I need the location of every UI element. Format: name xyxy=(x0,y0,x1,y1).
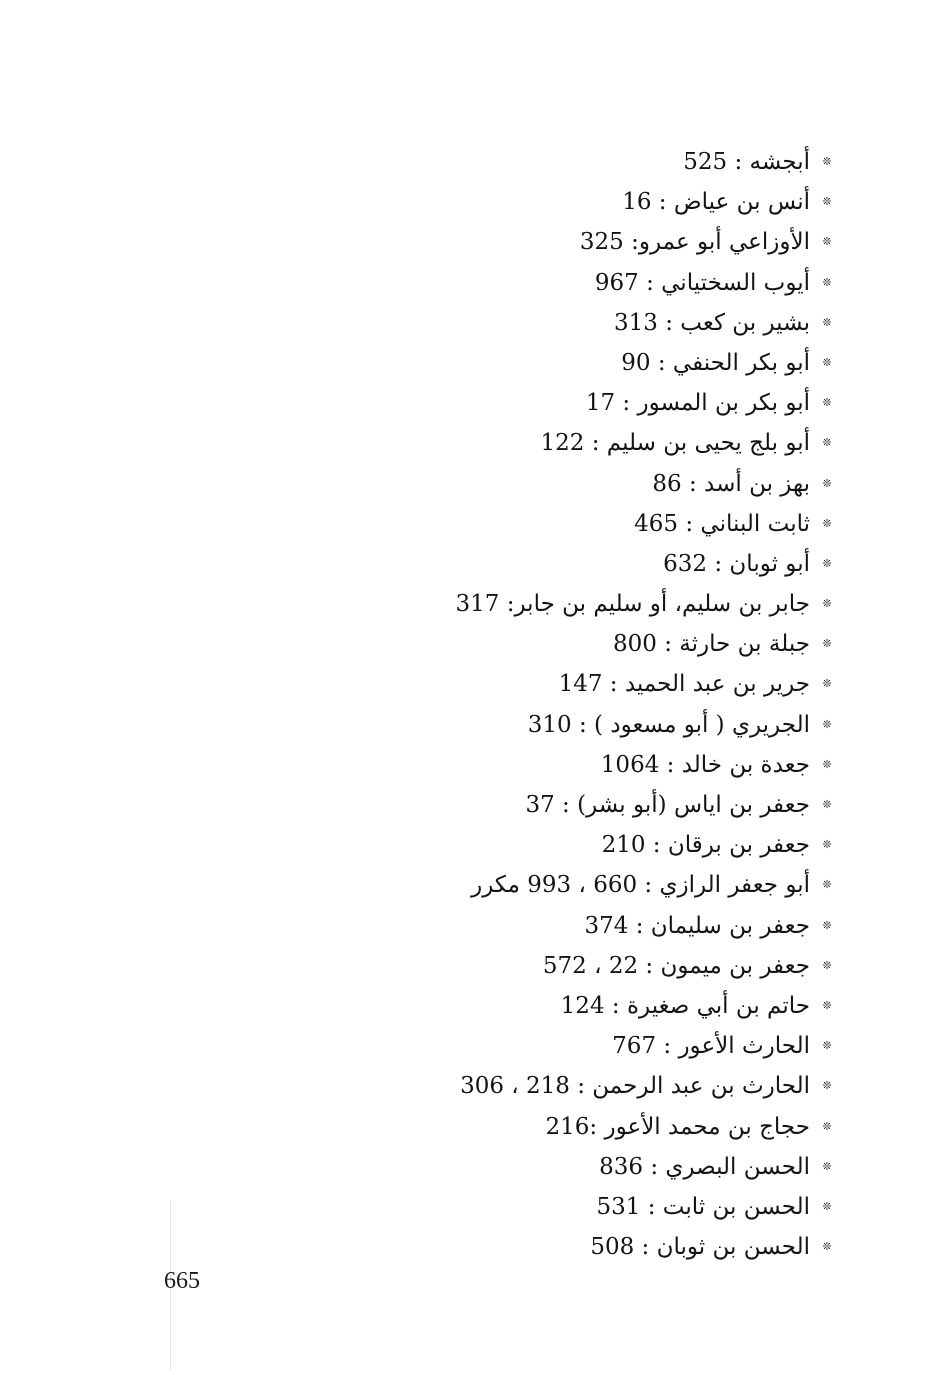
bullet-icon: ❊ xyxy=(822,1119,832,1133)
bullet-icon: ❊ xyxy=(822,476,832,490)
index-entry xyxy=(318,423,838,463)
bullet-icon: ❊ xyxy=(822,396,832,410)
index-entry-text: حجاج بن محمد الأعور :216 xyxy=(545,1113,810,1140)
bullet-icon: ❊ xyxy=(822,637,832,651)
index-entry xyxy=(318,1066,838,1106)
index-entry-text: جابر بن سليم، أو سليم بن جابر: 317 xyxy=(455,591,810,618)
index-entry-text: جعفر بن اياس (أبو بشر) : 37 xyxy=(525,792,810,818)
index-entry xyxy=(318,263,838,303)
bullet-icon: ❊ xyxy=(822,195,832,209)
bullet-icon: ❊ xyxy=(822,1039,832,1053)
index-entry-list xyxy=(318,142,838,1267)
bullet-icon: ❊ xyxy=(822,677,832,691)
index-entry-text: الأوزاعي أبو عمرو: 325 xyxy=(579,229,810,256)
bullet-icon: ❊ xyxy=(822,1079,832,1093)
index-entry xyxy=(318,624,838,664)
index-entry-text: ثابت البناني : 465 xyxy=(634,510,810,537)
bullet-icon: ❊ xyxy=(822,597,832,611)
page-number: 665 xyxy=(164,1268,200,1294)
index-entry xyxy=(318,383,838,423)
index-entry-text: الجريري ( أبو مسعود ) : 310 xyxy=(527,711,810,738)
index-entry xyxy=(318,986,838,1026)
index-entry xyxy=(318,705,838,745)
index-entry xyxy=(318,303,838,343)
bullet-icon: ❊ xyxy=(822,878,832,892)
index-entry xyxy=(318,464,838,504)
bullet-icon: ❊ xyxy=(822,958,832,972)
index-entry xyxy=(318,865,838,905)
index-entry xyxy=(318,222,838,262)
index-entry-text: الحارث الأعور : 767 xyxy=(612,1033,810,1060)
index-entry xyxy=(318,343,838,383)
bullet-icon: ❊ xyxy=(822,838,832,852)
bullet-icon: ❊ xyxy=(822,436,832,450)
index-entry-text: أبو بلج يحيى بن سليم : 122 xyxy=(540,430,810,457)
bullet-icon: ❊ xyxy=(822,516,832,530)
bullet-icon: ❊ xyxy=(822,315,832,329)
index-entry-text: أيوب السختياني : 967 xyxy=(594,269,810,296)
index-entry-text: جعفر بن برقان : 210 xyxy=(601,832,810,859)
index-entry-text: بشير بن كعب : 313 xyxy=(614,309,810,336)
index-entry-text: أبو بكر بن المسور : 17 xyxy=(585,390,810,417)
index-entry xyxy=(318,906,838,946)
index-entry-text: الحسن البصري : 836 xyxy=(599,1153,810,1180)
index-entry-text: جعدة بن خالد : 1064 xyxy=(600,751,810,778)
index-entry-text: الحارث بن عبد الرحمن : 218 ، 306 xyxy=(460,1073,810,1100)
index-entry-text: أبو ثوبان : 632 xyxy=(663,550,810,577)
index-entry xyxy=(318,1147,838,1187)
index-entry xyxy=(318,1107,838,1147)
index-entry-text: حاتم بن أبي صغيرة : 124 xyxy=(560,992,810,1019)
index-entry xyxy=(318,1227,838,1267)
index-entry-text: جعفر بن ميمون : 22 ، 572 xyxy=(542,952,810,979)
bullet-icon: ❊ xyxy=(822,235,832,249)
bullet-icon: ❊ xyxy=(822,155,832,168)
bullet-icon: ❊ xyxy=(822,355,832,369)
index-entry xyxy=(318,1026,838,1066)
index-entry-text: جعفر بن سليمان : 374 xyxy=(584,912,810,939)
bullet-icon: ❊ xyxy=(822,717,832,731)
index-entry xyxy=(318,785,838,825)
index-entry xyxy=(318,825,838,865)
bullet-icon: ❊ xyxy=(822,798,832,811)
index-entry-text: أنس بن عياض : 16 xyxy=(622,189,810,216)
index-entry-text: جبلة بن حارثة : 800 xyxy=(613,631,810,658)
index-entry xyxy=(318,745,838,785)
index-entry-text: بهز بن أسد : 86 xyxy=(652,470,810,497)
index-entry xyxy=(318,664,838,704)
bullet-icon: ❊ xyxy=(822,1199,832,1213)
index-entry-text: الحسن بن ثوبان : 508 xyxy=(590,1234,810,1261)
index-entry-text: أبو جعفر الرازي : 660 ، 993 مكرر xyxy=(471,872,810,899)
bullet-icon: ❊ xyxy=(822,1159,832,1173)
bullet-icon: ❊ xyxy=(822,1240,832,1254)
bullet-icon: ❊ xyxy=(822,275,832,289)
bullet-icon: ❊ xyxy=(822,556,832,570)
bullet-icon: ❊ xyxy=(822,757,832,771)
index-entry xyxy=(318,142,838,182)
index-entry xyxy=(318,946,838,986)
bullet-icon: ❊ xyxy=(822,998,832,1012)
index-entry xyxy=(318,1187,838,1227)
index-entry xyxy=(318,544,838,584)
index-entry xyxy=(318,584,838,624)
bullet-icon: ❊ xyxy=(822,918,832,932)
index-entry-text: جرير بن عبد الحميد : 147 xyxy=(558,671,810,698)
index-entry xyxy=(318,182,838,222)
index-entry-text: الحسن بن ثابت : 531 xyxy=(596,1193,810,1220)
index-entry xyxy=(318,504,838,544)
index-entry-text: أبجشه : 525 xyxy=(683,149,810,175)
index-entry-text: أبو بكر الحنفي : 90 xyxy=(621,349,810,376)
